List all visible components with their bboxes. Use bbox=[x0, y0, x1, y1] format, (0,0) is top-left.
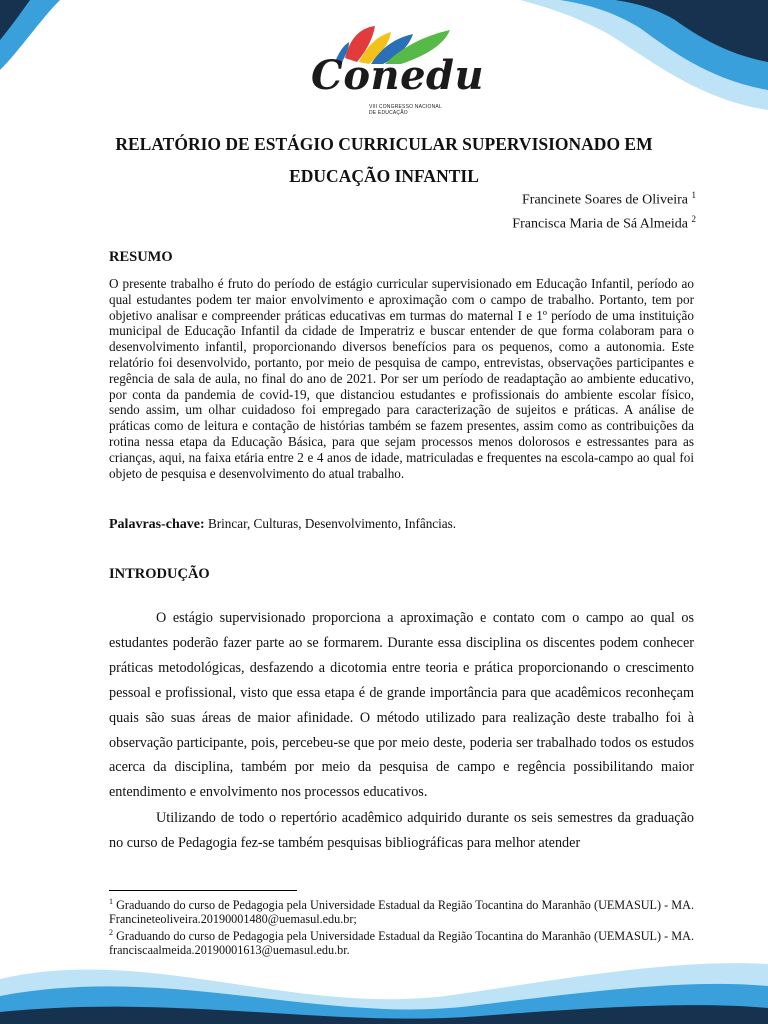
footnotes bbox=[109, 895, 694, 958]
paper-title bbox=[90, 128, 678, 192]
title-line-2: EDUCAÇÃO INFANTIL bbox=[289, 166, 479, 186]
introduction-paragraph-1: O estágio supervisionado proporciona a aproximação e contato com o campo ao qual os estudantes poderão fazer parte ao se formarem. Durante essa disciplina os discentes podem conhecer práticas metodológicas, desfazendo a dicotomia entre teoria e prática proporcionando o crescimento pessoal e profissional, visto que essa etapa é de grande importância para que acadêmicos reconheçam quais são suas áreas de maior afinidade. O método utilizado para realização deste trabalho foi à observação participante, pois, percebeu-se que por meio deste, poderia ser trabalhado todos os estudos acerca da disciplina, também por meio da pesquisa de campo e regência possibilitando maior entendimento e envolvimento nos processos educativos. bbox=[109, 610, 694, 801]
abstract-text: O presente trabalho é fruto do período de estágio curricular supervisionado em Educação Infantil, período ao qual estudantes podem ter maior envolvimento e aproximação com o campo de trabalho. Portanto, tem por objetivo analisar e compreender práticas educativas em turmas do maternal I e 1º período de uma instituição municipal de Educação Infantil da cidade de Imperatriz e buscar entender de que forma colaboram para o desenvolvimento infantil, proporcionando diversos benefícios para os pequenos, como a autonomia. Este relatório foi desenvolvido, portanto, por meio de pesquisa de campo, entrevistas, observações participantes e regência de sala de aula, no final do ano de 2021. Por ser um período de readaptação ao ambiente educativo, por conta da pandemia de covid-19, que distanciou estudantes e profissionais do ambiente escolar físico, sendo assim, um olhar cuidadoso foi empregado para caracterização de sujeitos e práticas. A análise de práticas como de leitura e contação de histórias também se fazem presentes, assim como as contribuições da rotina nessa etapa da Educação Básica, para que sejam processos menos dolorosos e estressantes para as crianças, aqui, na faixa etária entre 2 e 4 anos de idade, matriculadas e frequentes na escola-campo ao qual foi objeto de pesquisa e desenvolvimento do atual trabalho. bbox=[109, 276, 694, 481]
logo-subtitle: VIII CONGRESSO NACIONAL DE EDUCAÇÃO bbox=[369, 104, 442, 116]
abstract-heading: RESUMO bbox=[109, 249, 173, 265]
conedu-logo bbox=[305, 18, 485, 118]
introduction-paragraph-2: Utilizando de todo o repertório acadêmico adquirido durante os seis semestres da graduação no curso de Pedagogia fez-se também pesquisas bibliográficas para melhor atender bbox=[109, 810, 694, 852]
footnote-2: $^2$ Graduando do curso de Pedagogia pela Universidade Estadual da Região Tocantina do Maranhão (UEMASUL) - MA. franciscaalmeida.20190001613@uemasul.edu.br. bbox=[109, 928, 694, 957]
keywords-text: Brincar, Culturas, Desenvolvimento, Infâncias. bbox=[204, 516, 457, 531]
author-2: Francisca Maria de Sá Almeida $^2$ bbox=[512, 213, 696, 232]
footnote-separator bbox=[109, 890, 297, 891]
title-line-1: RELATÓRIO DE ESTÁGIO CURRICULAR SUPERVISIONADO EM bbox=[115, 134, 653, 154]
author-list bbox=[512, 186, 696, 233]
footnote-1: $^1$ Graduando do curso de Pedagogia pela Universidade Estadual da Região Tocantina do Maranhão (UEMASUL) - MA. Francineteoliveira.20190001480@uemasul.edu.br; bbox=[109, 897, 694, 926]
introduction-heading: INTRODUÇÃO bbox=[109, 566, 210, 582]
introduction-body bbox=[109, 606, 694, 856]
author-1: Francinete Soares de Oliveira $^1$ bbox=[522, 190, 696, 208]
keywords bbox=[109, 516, 694, 533]
logo-wordmark: Conedu bbox=[311, 52, 485, 99]
keywords-label: Palavras-chave: bbox=[109, 517, 205, 532]
